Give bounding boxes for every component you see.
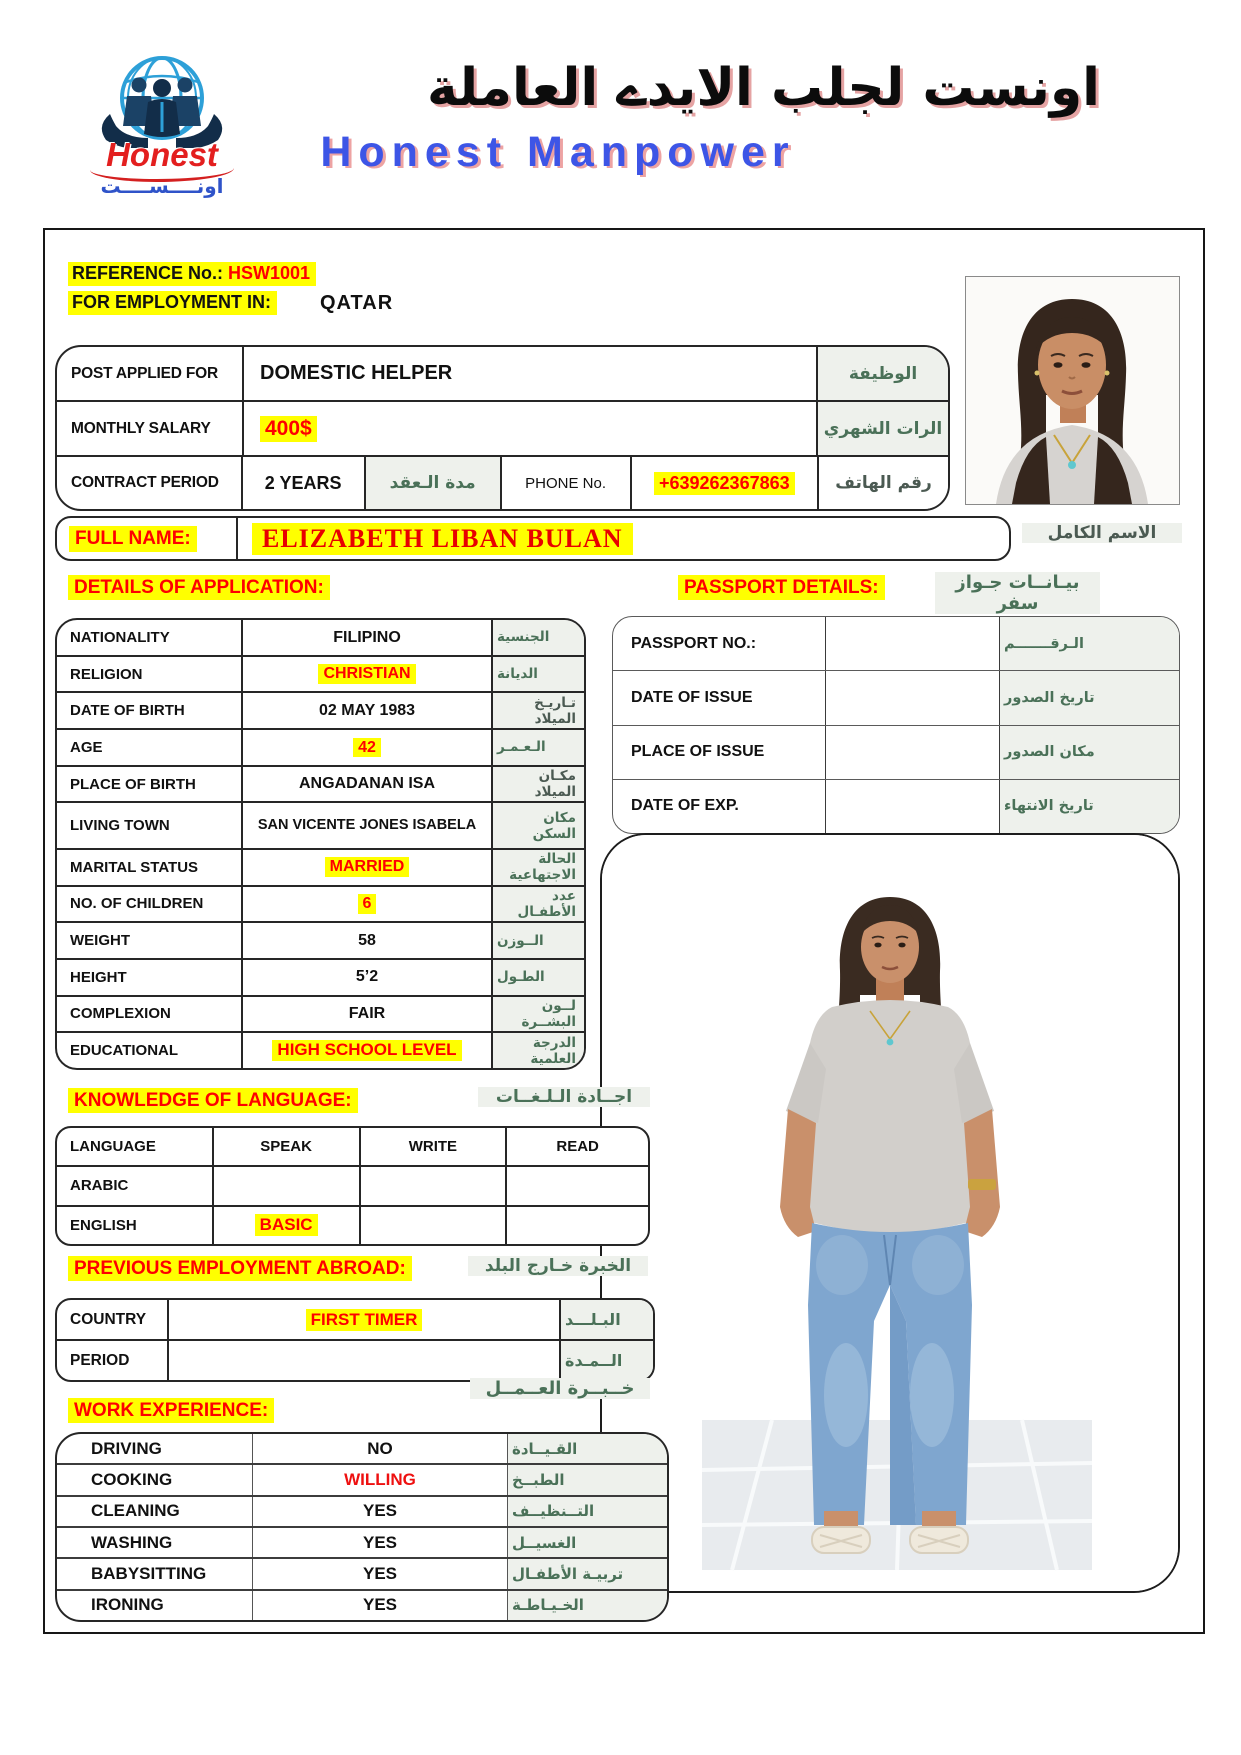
monthly-salary-label: MONTHLY SALARY — [71, 419, 211, 437]
headshot-figure — [966, 277, 1179, 504]
detail-arabic: مكان السكن — [491, 803, 584, 847]
skill-value: WILLING — [252, 1465, 507, 1494]
detail-label: HEIGHT — [70, 968, 127, 986]
passport-field-value — [825, 617, 999, 670]
table-row — [57, 1341, 653, 1380]
detail-value: SAN VICENTE JONES ISABELA — [241, 803, 491, 847]
detail-label: WEIGHT — [70, 932, 130, 950]
table-row — [57, 1167, 648, 1206]
skill-arabic: تربيـة الأطفـال — [507, 1559, 667, 1588]
agency-logo — [82, 52, 242, 202]
detail-arabic: لــون البشــرة — [491, 997, 584, 1032]
language-header-row — [57, 1128, 648, 1167]
language-write — [359, 1207, 506, 1244]
skill-label: DRIVING — [91, 1438, 162, 1458]
detail-value: FAIR — [241, 997, 491, 1032]
details-section-title: DETAILS OF APPLICATION: — [68, 575, 330, 600]
detail-value: ANGADANAN ISA — [241, 767, 491, 802]
table-row — [57, 850, 584, 887]
detail-value: 5’2 — [241, 960, 491, 995]
detail-label: DATE OF BIRTH — [70, 702, 185, 720]
globe-people-hands-icon — [82, 52, 242, 148]
passport-field-arabic: تاريخ الصدور — [999, 671, 1179, 724]
table-row — [613, 617, 1179, 671]
language-write — [359, 1167, 506, 1204]
phone-value: +639262367863 — [654, 472, 795, 495]
skill-value: YES — [252, 1559, 507, 1588]
detail-value: 02 MAY 1983 — [241, 693, 491, 728]
country-label: COUNTRY — [70, 1310, 147, 1328]
table-row — [613, 671, 1179, 725]
detail-label: PLACE OF BIRTH — [70, 775, 196, 793]
detail-arabic: الــوزن — [491, 923, 584, 958]
arabic-agency-title: اونست لجلب الايدے العاملة — [427, 58, 1100, 118]
language-read — [505, 1207, 648, 1244]
table-row — [57, 960, 584, 997]
table-row — [57, 887, 584, 924]
period-arabic: الــمـدة — [559, 1341, 653, 1380]
passport-field-label: DATE OF EXP. — [631, 797, 739, 815]
passport-section-title: PASSPORT DETAILS: — [678, 575, 885, 600]
skill-label: CLEANING — [91, 1501, 180, 1521]
full-name-box — [55, 516, 1011, 561]
passport-section-title-arabic: بيـانــات جـواز سفر — [935, 572, 1100, 614]
detail-label: AGE — [70, 738, 103, 756]
detail-label: MARITAL STATUS — [70, 858, 199, 876]
post-applied-row — [57, 347, 948, 402]
table-row — [57, 657, 584, 694]
table-row — [57, 767, 584, 804]
brand-title: Honest Manpower — [320, 128, 796, 176]
reference-number: HSW1001 — [228, 263, 311, 283]
language-name: ENGLISH — [70, 1216, 137, 1234]
detail-label: EDUCATIONAL — [70, 1042, 179, 1060]
reference-line — [68, 262, 316, 286]
detail-arabic: الـعـمـر — [491, 730, 584, 765]
contract-period-label: CONTRACT PERIOD — [71, 474, 219, 491]
skill-arabic: القـيــادة — [507, 1434, 667, 1463]
employment-line — [68, 291, 277, 315]
detail-label: NATIONALITY — [70, 628, 170, 646]
table-row — [613, 726, 1179, 780]
employment-country: QATAR — [320, 292, 394, 314]
column-header: WRITE — [359, 1128, 506, 1165]
language-section-title: KNOWLEDGE OF LANGUAGE: — [68, 1088, 358, 1113]
previous-employment-table — [55, 1298, 655, 1382]
skill-arabic: التــنظيــف — [507, 1497, 667, 1526]
passport-field-label: DATE OF ISSUE — [631, 688, 753, 706]
detail-value: HIGH SCHOOL LEVEL — [272, 1040, 461, 1061]
detail-value: 6 — [358, 894, 377, 914]
detail-label: RELIGION — [70, 665, 143, 683]
contract-period-value: 2 YEARS — [241, 457, 364, 509]
detail-arabic: تـاريـخ الميلاد — [491, 693, 584, 728]
passport-field-label: PASSPORT NO.: — [631, 634, 757, 652]
skill-arabic: الطبــخ — [507, 1465, 667, 1494]
previous-employment-title: PREVIOUS EMPLOYMENT ABROAD: — [68, 1256, 412, 1281]
language-name: ARABIC — [70, 1177, 129, 1195]
passport-field-arabic: الـرقـــــــم — [999, 617, 1179, 670]
table-row — [57, 1497, 667, 1528]
passport-field-arabic: تاريخ الانتهاء — [999, 780, 1179, 833]
skill-label: BABYSITTING — [91, 1563, 207, 1583]
detail-arabic: الدرجة العلمية — [491, 1033, 584, 1068]
period-value — [167, 1341, 559, 1380]
detail-arabic: الحالة الاجتهاعية — [491, 850, 584, 885]
full-name-arabic: الاسم الكامل — [1022, 523, 1182, 543]
detail-value: 58 — [241, 923, 491, 958]
detail-label: NO. OF CHILDREN — [70, 895, 204, 913]
detail-label: COMPLEXION — [70, 1005, 171, 1023]
skill-label: WASHING — [91, 1532, 173, 1552]
full-body-figure — [602, 835, 1178, 1591]
work-experience-title: WORK EXPERIENCE: — [68, 1398, 274, 1423]
detail-label: LIVING TOWN — [70, 817, 170, 835]
detail-value: 42 — [353, 738, 381, 758]
headshot-photo — [965, 276, 1180, 505]
language-read — [505, 1167, 648, 1204]
skill-arabic: الخـيـاطـة — [507, 1591, 667, 1620]
table-row — [57, 1033, 584, 1068]
detail-arabic: مكـان الميلاد — [491, 767, 584, 802]
column-header: LANGUAGE — [70, 1138, 156, 1156]
detail-arabic: الطـول — [491, 960, 584, 995]
table-row — [57, 1559, 667, 1590]
table-row — [57, 693, 584, 730]
column-header: READ — [505, 1128, 648, 1165]
contract-period-row — [57, 457, 948, 509]
language-speak — [212, 1167, 359, 1204]
passport-table — [612, 616, 1180, 834]
details-table — [55, 618, 586, 1070]
language-section-title-arabic: اجــادة الـلـغــات — [478, 1087, 650, 1107]
table-row — [57, 1591, 667, 1620]
detail-arabic: الجنسية — [491, 620, 584, 655]
skill-value: YES — [252, 1497, 507, 1526]
skill-arabic: الغسيــل — [507, 1528, 667, 1557]
work-experience-table — [55, 1432, 669, 1622]
skill-value: NO — [252, 1434, 507, 1463]
language-speak: BASIC — [255, 1214, 318, 1236]
table-row — [57, 1207, 648, 1244]
monthly-salary-value: 400$ — [260, 416, 317, 442]
previous-employment-title-arabic: الخبرة خـارج البلد — [468, 1256, 648, 1276]
passport-field-arabic: مكان الصدور — [999, 726, 1179, 779]
language-table — [55, 1126, 650, 1246]
full-name-value: ELIZABETH LIBAN BULAN — [252, 523, 633, 555]
table-row — [57, 1528, 667, 1559]
detail-arabic: الديانة — [491, 657, 584, 692]
monthly-salary-arabic: الرات الشهري — [816, 402, 948, 455]
post-applied-value: DOMESTIC HELPER — [242, 347, 816, 400]
full-name-label: FULL NAME: — [69, 526, 197, 552]
skill-value: YES — [252, 1591, 507, 1620]
employment-label: FOR EMPLOYMENT IN: — [68, 291, 277, 315]
detail-value: FILIPINO — [241, 620, 491, 655]
monthly-salary-row — [57, 402, 948, 457]
post-applied-arabic: الوظيفة — [816, 347, 948, 400]
table-row — [57, 923, 584, 960]
skill-label: IRONING — [91, 1595, 164, 1615]
detail-value: MARRIED — [325, 857, 410, 877]
logo-arabic-text: اونــــســــت — [100, 174, 224, 198]
table-row — [57, 803, 584, 849]
logo-wordmark: Honest — [106, 136, 218, 173]
table-row — [613, 780, 1179, 833]
passport-field-value — [825, 671, 999, 724]
detail-arabic: عدد الأطفـال — [491, 887, 584, 922]
table-row — [57, 620, 584, 657]
reference-label: REFERENCE No.: — [72, 263, 224, 283]
skill-value: YES — [252, 1528, 507, 1557]
detail-value: CHRISTIAN — [318, 664, 415, 684]
period-label: PERIOD — [70, 1351, 130, 1369]
skill-label: COOKING — [91, 1469, 173, 1489]
passport-field-value — [825, 780, 999, 833]
job-table — [55, 345, 950, 511]
country-value: FIRST TIMER — [306, 1309, 423, 1331]
post-applied-label: POST APPLIED FOR — [71, 364, 218, 382]
contract-period-arabic: مدة الـعقد — [364, 457, 500, 509]
passport-field-value — [825, 726, 999, 779]
full-body-photo — [600, 833, 1180, 1593]
phone-label: PHONE No. — [500, 457, 630, 509]
table-row — [57, 730, 584, 767]
country-arabic: البـلـــد — [559, 1300, 653, 1339]
column-header: SPEAK — [212, 1128, 359, 1165]
table-row — [57, 997, 584, 1034]
passport-field-label: PLACE OF ISSUE — [631, 743, 765, 761]
work-experience-title-arabic: خــبــرة العــمــل — [470, 1378, 650, 1399]
table-row — [57, 1300, 653, 1341]
table-row — [57, 1434, 667, 1465]
phone-arabic: رقم الهاتف — [817, 457, 948, 509]
table-row — [57, 1465, 667, 1496]
